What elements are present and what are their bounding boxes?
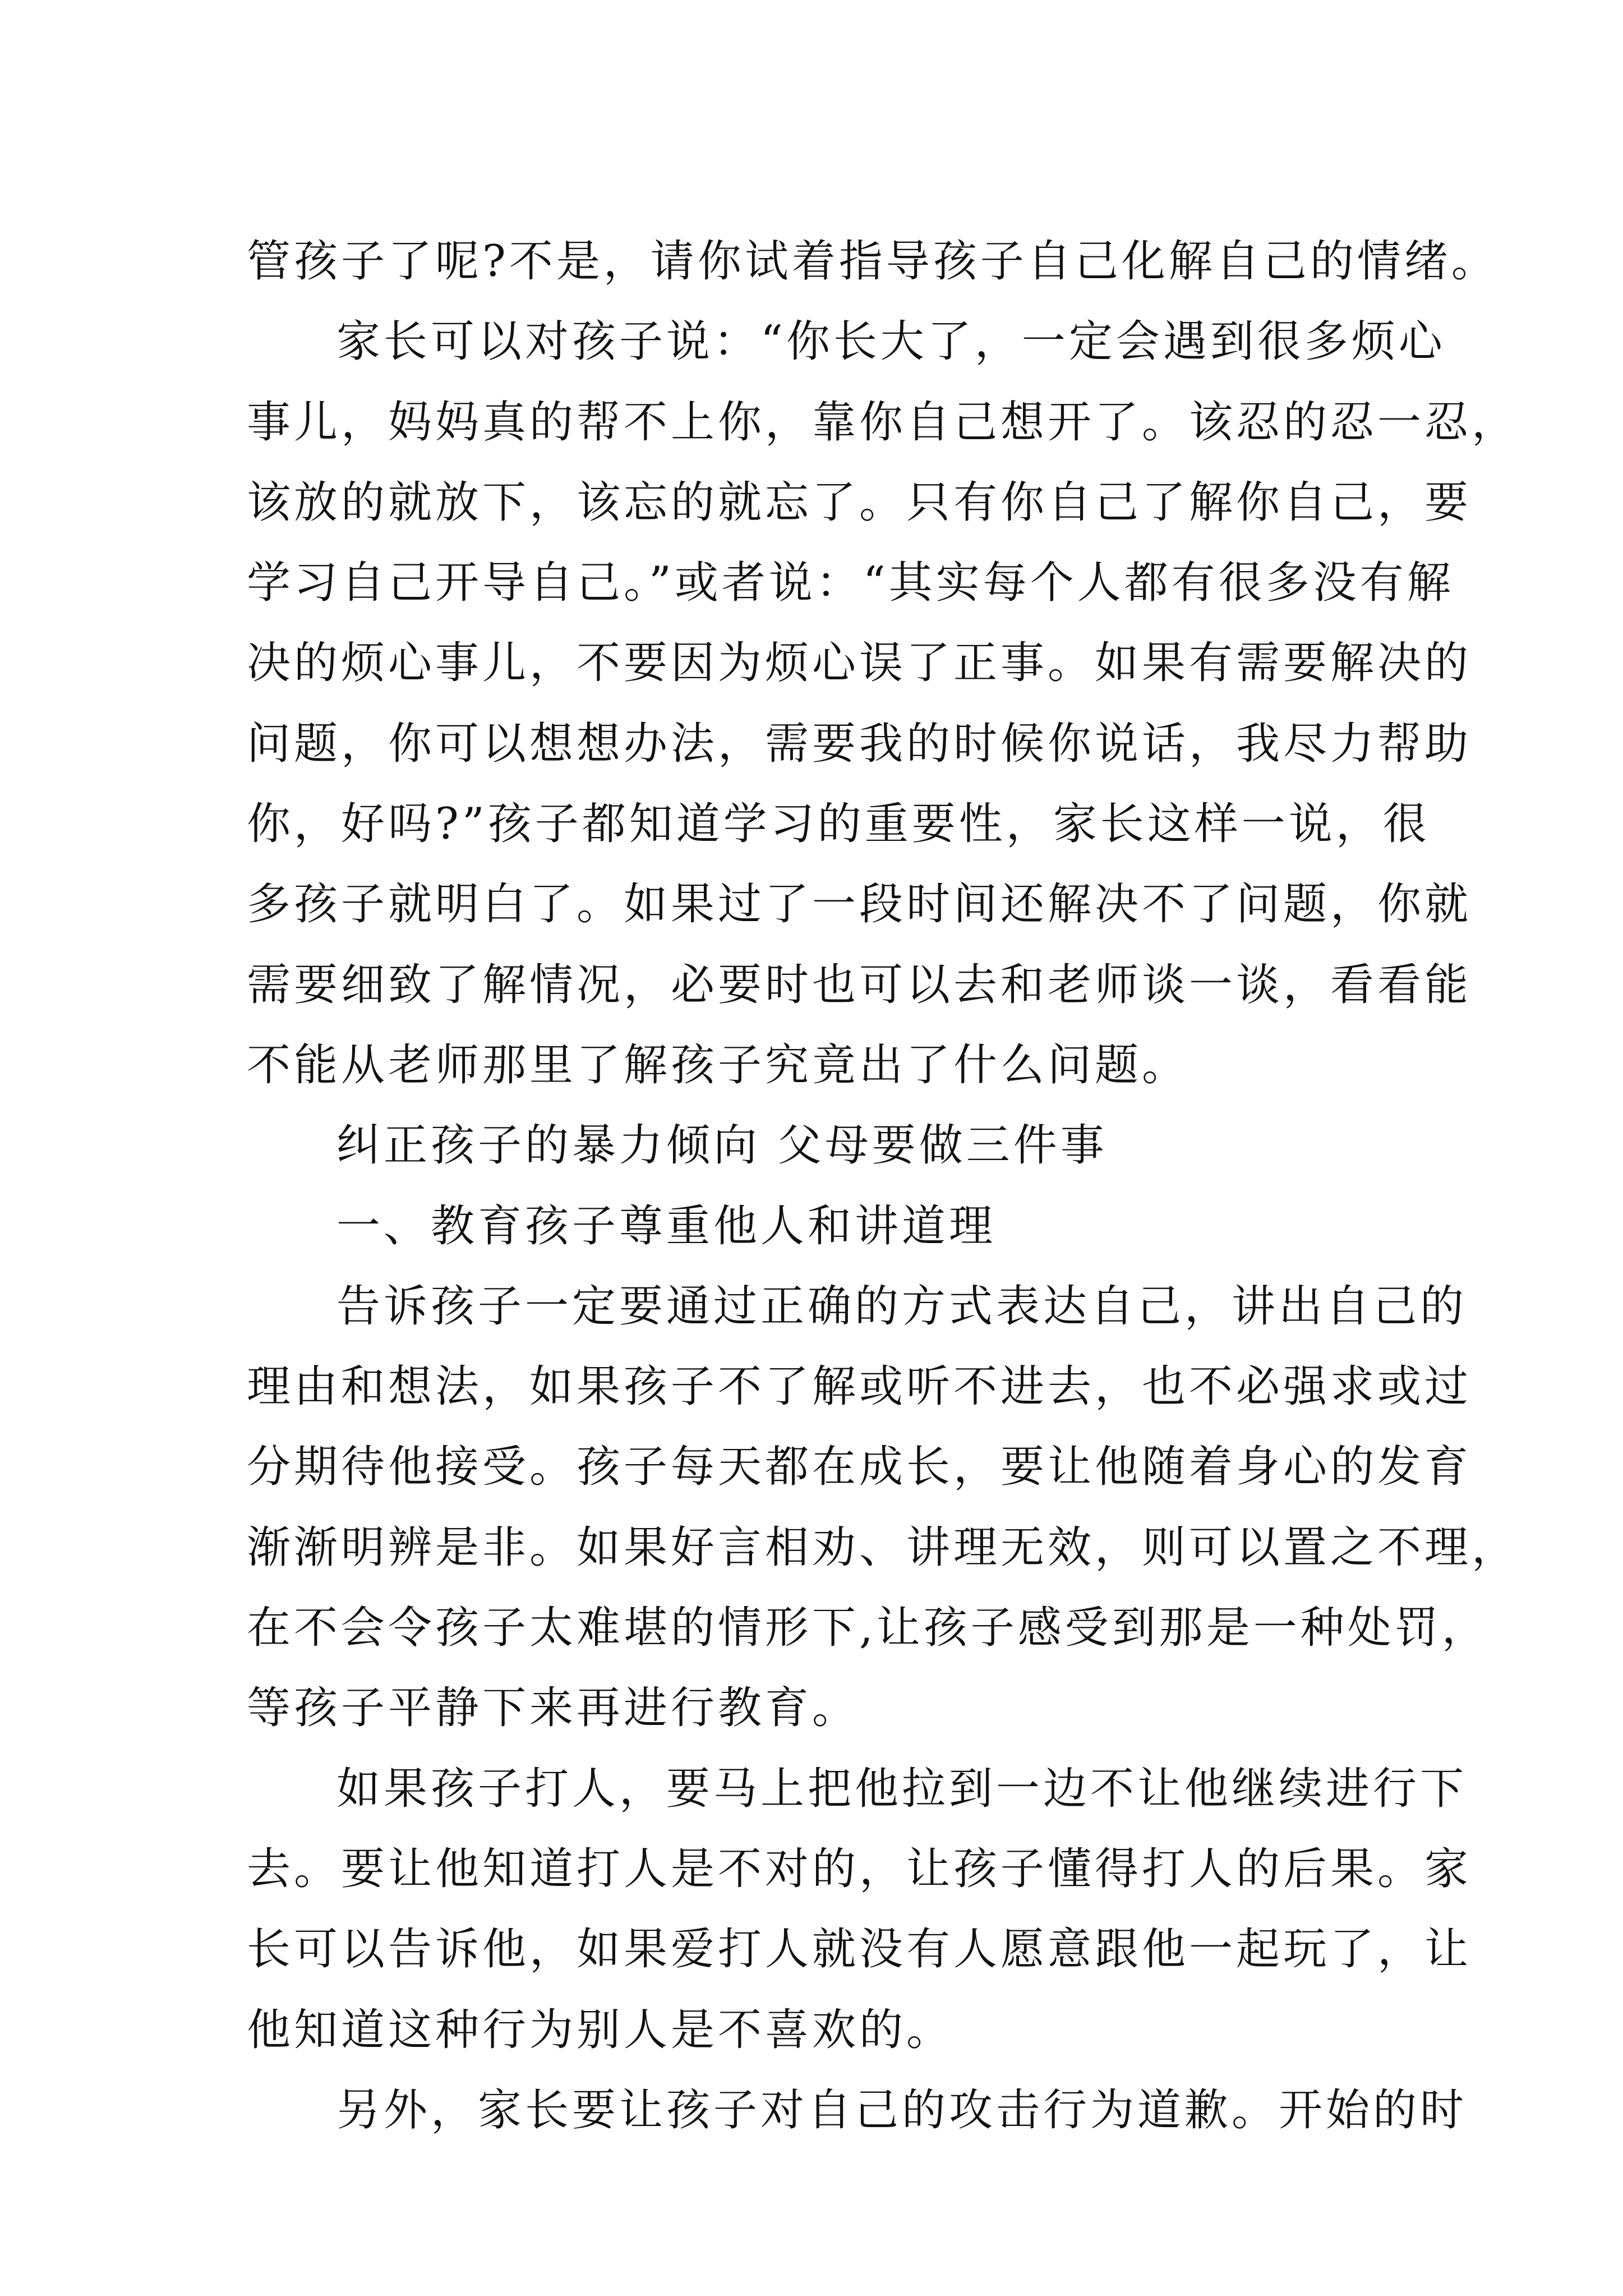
text-line: 需要细致了解情况，必要时也可以去和老师谈一谈，看看能: [247, 959, 1472, 1010]
text-line: 等孩子平静下来再进行教育。: [247, 1683, 860, 1734]
text-line: 长可以告诉他，如果爱打人就没有人愿意跟他一起玩了，让: [247, 1924, 1472, 1975]
text-line: 决的烦心事儿，不要因为烦心误了正事。如果有需要解决的: [247, 638, 1472, 689]
document-body: [247, 222, 1519, 2151]
text-line: 在不会令孩子太难堪的情形下,让孩子感受到那是一种处罚，: [247, 1603, 1489, 1654]
text-line: 管孩子了呢?不是，请你试着指导孩子自己化解自己的情绪。: [247, 236, 1498, 287]
text-line: 理由和想法，如果孩子不了解或听不进去，也不必强求或过: [247, 1361, 1472, 1412]
text-line: 多孩子就明白了。如果过了一段时间还解决不了问题，你就: [247, 879, 1472, 930]
text-line: 家长可以对孩子说：“你长大了，一定会遇到很多烦心: [336, 316, 1446, 367]
subsection-heading: 一、教育孩子尊重他人和讲道理: [336, 1200, 997, 1251]
text-line: 如果孩子打人，要马上把他拉到一边不让他继续进行下: [336, 1763, 1468, 1814]
text-line: 渐渐明辨是非。如果好言相劝、讲理无效，则可以置之不理，: [247, 1522, 1519, 1573]
text-line: 另外，家长要让孩子对自己的攻击行为道歉。开始的时: [336, 2085, 1468, 2136]
text-line: 事儿，妈妈真的帮不上你，靠你自己想开了。该忍的忍一忍，: [247, 397, 1519, 448]
text-line: 问题，你可以想想办法，需要我的时候你说话，我尽力帮助: [247, 718, 1472, 769]
text-line: 分期待他接受。孩子每天都在成长，要让他随着身心的发育: [247, 1442, 1472, 1493]
text-line: 告诉孩子一定要通过正确的方式表达自己，讲出自己的: [336, 1281, 1468, 1332]
text-line: 不能从老师那里了解孩子究竟出了什么问题。: [247, 1039, 1189, 1091]
text-line: 他知道这种行为别人是不喜欢的。: [247, 2004, 954, 2055]
text-line: 去。要让他知道打人是不对的，让孩子懂得打人的后果。家: [247, 1843, 1472, 1894]
text-line: 该放的就放下，该忘的就忘了。只有你自己了解你自己，要: [247, 477, 1472, 528]
text-line: 你，好吗?”孩子都知道学习的重要性，家长这样一说，很: [247, 799, 1430, 850]
text-line: 学习自己开导自己。”或者说：“其实每个人都有很多没有解: [247, 558, 1454, 609]
section-heading: 纠正孩子的暴力倾向 父母要做三件事: [336, 1120, 1108, 1171]
